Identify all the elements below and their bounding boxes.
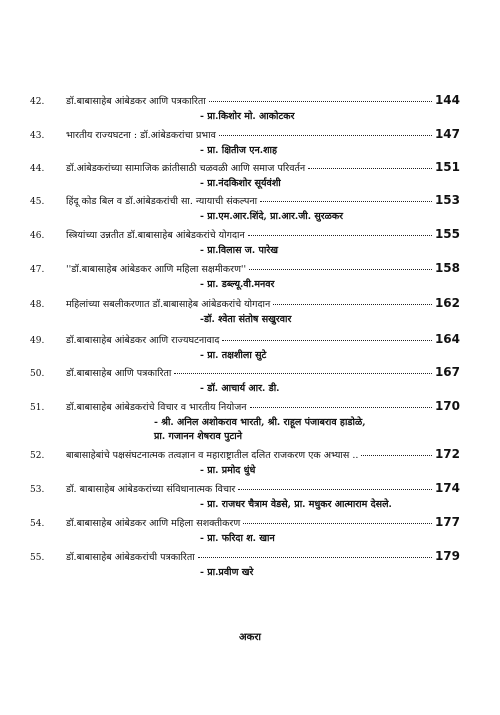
entry-title: ''डॉ.बाबासाहेब आंबेडकर आणि महिला सक्षमीकरण'' — [66, 264, 247, 275]
dot-leader — [174, 372, 432, 374]
entry-author: प्रा. गजानन शेषराव पुटाने — [154, 431, 242, 442]
entry-author: - श्री. अनिल अशोकराव भारती, श्री. राहूल पंजाबराव हाडोळे, — [154, 417, 366, 428]
dot-leader — [308, 167, 432, 169]
entry-page-number: 167 — [434, 365, 460, 379]
entry-number: 54. — [30, 519, 45, 529]
dot-leader — [361, 454, 432, 456]
toc-entry-line — [30, 193, 460, 209]
entry-author: - प्रा.एम.आर.शिंदे, प्रा.आर.जी. सुरळकर — [200, 211, 344, 222]
entry-page-number: 179 — [434, 549, 460, 563]
entry-page-number: 153 — [434, 193, 460, 207]
dot-leader — [219, 134, 432, 136]
entry-author: - प्रा.किशोर मो. आकोटकर — [200, 111, 295, 122]
dot-leader — [260, 200, 432, 202]
dot-leader — [243, 522, 432, 524]
dot-leader — [250, 406, 432, 408]
toc-entry-line — [30, 399, 460, 415]
entry-title: महिलांच्या सबलीकरणात डॉ.बाबासाहेब आंबेडकरांचे योगदान — [66, 299, 271, 310]
toc-entry-line — [30, 160, 460, 176]
dot-leader — [238, 488, 432, 490]
entry-title: डॉ.बाबासाहेब आंबेडकरांचे विचार व भारतीय नियोजन — [66, 402, 247, 413]
entry-number: 51. — [30, 403, 45, 413]
entry-number: 46. — [30, 231, 45, 241]
entry-author: - प्रा.विलास ज. पारेख — [200, 245, 278, 256]
toc-entry[interactable] — [30, 93, 460, 123]
entry-title: स्त्रियांच्या उन्नतीत डॉ.बाबासाहेब आंबेडकरांचे योगदान — [66, 230, 245, 241]
entry-author: -डॉ. श्वेता संतोष सखुरवार — [200, 314, 292, 325]
entry-author: - प्रा. डब्ल्यू.वी.मनवर — [200, 279, 275, 290]
entry-title: बाबासाहेबांचे पक्षसंघटनात्मक तत्वज्ञान व महाराष्ट्रातील दलित राजकरण एक अभ्यास .. — [66, 450, 359, 461]
toc-entry-line — [30, 332, 460, 348]
entry-title: डॉ.बाबासाहेब आंबेडकर आणि महिला सशक्तीकरण — [66, 518, 241, 529]
dot-leader — [209, 100, 432, 102]
entry-number: 53. — [30, 485, 45, 495]
toc-entry-line — [30, 365, 460, 381]
toc-entry[interactable] — [30, 227, 460, 257]
entry-title: हिंदू कोड बिल व डॉ.आंबेडकरांची सा. न्यायाची संकल्पना — [66, 196, 258, 207]
dot-leader — [273, 303, 432, 305]
toc-entry-line — [30, 515, 460, 531]
entry-number: 48. — [30, 300, 45, 310]
entry-page-number: 144 — [434, 93, 460, 107]
dot-leader — [248, 234, 432, 236]
toc-entry-line — [30, 227, 460, 243]
entry-author: - प्रा.नंदकिशोर सूर्यवंशी — [200, 178, 281, 189]
entry-author: - प्रा.प्रवीण खरे — [200, 567, 254, 578]
entry-page-number: 174 — [434, 481, 460, 495]
toc-entry[interactable] — [30, 515, 460, 545]
entry-author: - प्रा. तक्षशीला सुटे — [200, 350, 267, 361]
entry-title: भारतीय राज्यघटना : डॉ.आंबेडकरांचा प्रभाव — [66, 130, 216, 141]
entry-title: डॉ.बाबासाहेब आंबेडकर आणि पत्रकारिता — [66, 96, 206, 107]
toc-entry[interactable] — [30, 296, 460, 326]
entry-title: डॉ.बाबासाहेब आणि पत्रकारिता — [66, 368, 172, 379]
dot-leader — [249, 268, 432, 270]
toc-entry-line — [30, 447, 460, 463]
entry-number: 42. — [30, 97, 45, 107]
entry-number: 49. — [30, 336, 45, 346]
entry-page-number: 155 — [434, 227, 460, 241]
toc-entry[interactable] — [30, 447, 460, 477]
toc-entry[interactable] — [30, 193, 460, 223]
toc-entry-line — [30, 261, 460, 277]
entry-number: 43. — [30, 131, 45, 141]
entry-page-number: 151 — [434, 160, 460, 174]
toc-entry-line — [30, 481, 460, 497]
toc-entry-line — [30, 549, 460, 565]
entry-author: - प्रा. प्रमोद धुंधे — [200, 465, 256, 476]
entry-page-number: 177 — [434, 515, 460, 529]
toc-entry[interactable] — [30, 160, 460, 190]
entry-number: 50. — [30, 369, 45, 379]
entry-author: - प्रा. राजधर चैत्राम वेडसे, प्रा. मधुकर आत्माराम देसले. — [200, 499, 392, 510]
toc-entry[interactable] — [30, 399, 460, 443]
page-footer: अकरा — [239, 632, 261, 643]
entry-number: 44. — [30, 164, 45, 174]
toc-entry[interactable] — [30, 332, 460, 362]
dot-leader — [222, 339, 432, 341]
entry-number: 45. — [30, 197, 45, 207]
entry-page-number: 170 — [434, 399, 460, 413]
toc-entry[interactable] — [30, 549, 460, 579]
entry-page-number: 172 — [434, 447, 460, 461]
toc-entry[interactable] — [30, 481, 460, 511]
entry-number: 52. — [30, 451, 45, 461]
dot-leader — [198, 556, 432, 558]
entry-page-number: 162 — [434, 296, 460, 310]
entry-title: डॉ. बाबासाहेब आंबेडकरांच्या संविधानात्मक विचार — [66, 484, 236, 495]
entry-number: 47. — [30, 265, 45, 275]
entry-page-number: 164 — [434, 332, 460, 346]
entry-author: - प्रा. फरिदा श. खान — [200, 533, 275, 544]
entry-title: डॉ.बाबासाहेब आंबेडकरांची पत्रकारिता — [66, 552, 195, 563]
entry-title: डॉ.बाबासाहेब आंबेडकर आणि राज्यघटनावाद — [66, 335, 220, 346]
entry-page-number: 147 — [434, 127, 460, 141]
entry-author: - डॉ. आचार्य आर. डी. — [200, 383, 280, 394]
toc-entry-line — [30, 93, 460, 109]
toc-entry[interactable] — [30, 261, 460, 291]
entry-page-number: 158 — [434, 261, 460, 275]
toc-entry-line — [30, 127, 460, 143]
toc-entry[interactable] — [30, 365, 460, 395]
entry-author: - प्रा. क्षितीज एन.शाह — [200, 145, 278, 156]
entry-title: डॉ.आंबेडकरांच्या सामाजिक क्रांतीसाठी चळवळी आणि समाज परिवर्तन — [66, 163, 306, 174]
entry-number: 55. — [30, 553, 45, 563]
toc-entry-line — [30, 296, 460, 312]
toc-entry[interactable] — [30, 127, 460, 157]
